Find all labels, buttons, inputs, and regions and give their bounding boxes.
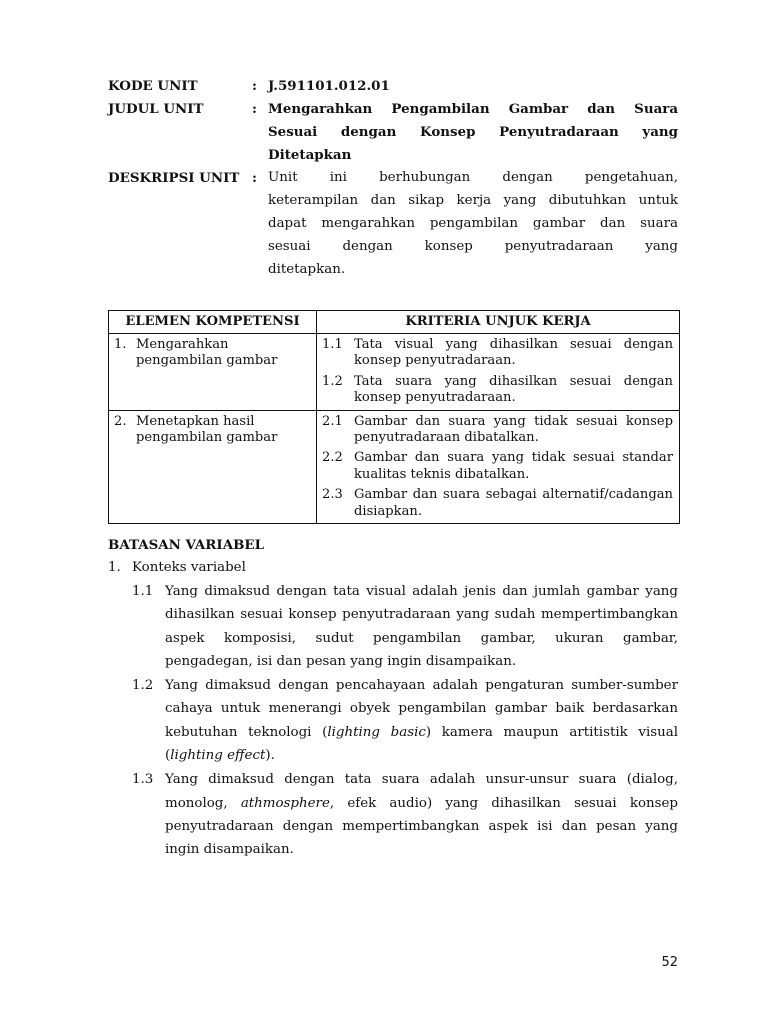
- batasan-item-1-3: [132, 768, 678, 861]
- kriteria-table: [108, 310, 680, 524]
- colon: :: [252, 101, 257, 117]
- kriteria-number: 2.2: [322, 450, 343, 466]
- italic-term: lighting effect: [170, 748, 266, 764]
- colon: :: [252, 78, 257, 94]
- item-number: 1.2: [132, 678, 154, 694]
- item-text: Yang dimaksud dengan tata visual adalah jenis dan jumlah gambar yang dihasilkan sesuai konsep penyutradaraan yang sudah mempertimbangkan aspek komposisi, sudut pengambilan gambar, ukuran gambar, pengadegan, isi dan pesan yang ingin disampaikan.: [165, 584, 678, 669]
- deskripsi-line-3: dapat mengarahkan pengambilan gambar dan suara: [268, 216, 678, 231]
- kode-unit-value: J.591101.012.01: [268, 78, 390, 94]
- kriteria-number: 2.3: [322, 487, 343, 503]
- deskripsi-unit-label: DESKRIPSI UNIT: [108, 170, 240, 186]
- kriteria-number: 1.2: [322, 373, 343, 389]
- table-row: [109, 334, 680, 411]
- kriteria-text: Gambar dan suara yang tidak sesuai standar kualitas teknis dibatalkan.: [354, 450, 673, 482]
- konteks-title: Konteks variabel: [132, 560, 246, 575]
- elemen-cell: [109, 334, 317, 411]
- judul-line-3: Ditetapkan: [268, 147, 352, 163]
- konteks-variabel-heading: [108, 560, 246, 575]
- kode-unit-label: KODE UNIT: [108, 78, 198, 94]
- text-segment: ).: [265, 748, 275, 764]
- kriteria-cell: [317, 334, 680, 411]
- deskripsi-line-4: sesuai dengan konsep penyutradaraan yang: [268, 239, 678, 254]
- text-segment: Yang dimaksud dengan tata suara adalah unsur-unsur suara (dialog, monolog,: [165, 772, 678, 811]
- elemen-text: Menetapkan hasil pengambilan gambar: [136, 413, 278, 446]
- elemen-number: 2.: [114, 413, 127, 429]
- kriteria-item: [322, 374, 673, 407]
- table-header-row: [109, 311, 680, 334]
- elemen-cell: [109, 410, 317, 523]
- judul-line-2: Sesuai dengan Konsep Penyutradaraan yang: [268, 124, 678, 140]
- text-segment: , efek audio) yang dihasilkan sesuai konsep penyutradaraan dengan mempertimbangkan aspek isi dan pesan yang ingin disampaikan.: [165, 795, 679, 858]
- page-number: 52: [661, 955, 678, 970]
- italic-term: lighting basic: [327, 724, 426, 740]
- elemen-number: 1.: [114, 337, 127, 352]
- kriteria-item: [322, 337, 673, 370]
- item-number: 1.3: [132, 772, 154, 788]
- kriteria-number: 1.1: [322, 337, 343, 352]
- batasan-items: [132, 580, 678, 863]
- kriteria-item: [322, 487, 673, 520]
- item-text: [165, 674, 678, 767]
- item-number: 1.1: [132, 584, 154, 599]
- kriteria-cell: [317, 410, 680, 523]
- col-kriteria-header: KRITERIA UNJUK KERJA: [317, 311, 680, 334]
- kriteria-text: Gambar dan suara sebagai alternatif/cadangan disiapkan.: [354, 487, 673, 519]
- elemen-text: Mengarahkan pengambilan gambar: [136, 337, 278, 369]
- text-segment: Yang dimaksud dengan pencahayaan adalah pengaturan sumber-sumber cahaya untuk menerangi obyek pengambilan gambar baik berdasarkan kebutuhan teknologi (: [165, 678, 678, 740]
- batasan-item-1-1: [132, 580, 678, 673]
- kriteria-text: Tata suara yang dihasilkan sesuai dengan konsep penyutradaraan.: [354, 373, 673, 406]
- deskripsi-line-1: Unit ini berhubungan dengan pengetahuan,: [268, 170, 678, 185]
- text-segment: ) kamera maupun artitistik visual (: [165, 724, 679, 764]
- deskripsi-line-5: ditetapkan.: [268, 262, 346, 277]
- kriteria-text: Gambar dan suara yang tidak sesuai konsep penyutradaraan dibatalkan.: [354, 413, 673, 446]
- kriteria-item: [322, 414, 673, 447]
- col-elemen-header: ELEMEN KOMPETENSI: [109, 311, 317, 334]
- judul-unit-label: JUDUL UNIT: [108, 101, 204, 117]
- item-text: [165, 768, 678, 861]
- konteks-number: 1.: [108, 560, 121, 575]
- italic-term: athmosphere: [240, 795, 330, 811]
- judul-line-1: Mengarahkan Pengambilan Gambar dan Suara: [268, 101, 678, 117]
- batasan-variabel-title: BATASAN VARIABEL: [108, 537, 265, 553]
- kriteria-item: [322, 450, 673, 483]
- table-row: [109, 410, 680, 523]
- deskripsi-line-2: keterampilan dan sikap kerja yang dibutuhkan untuk: [268, 193, 678, 208]
- kriteria-number: 2.1: [322, 413, 343, 429]
- batasan-item-1-2: [132, 674, 678, 767]
- colon: :: [252, 170, 257, 186]
- kriteria-text: Tata visual yang dihasilkan sesuai dengan konsep penyutradaraan.: [354, 337, 673, 369]
